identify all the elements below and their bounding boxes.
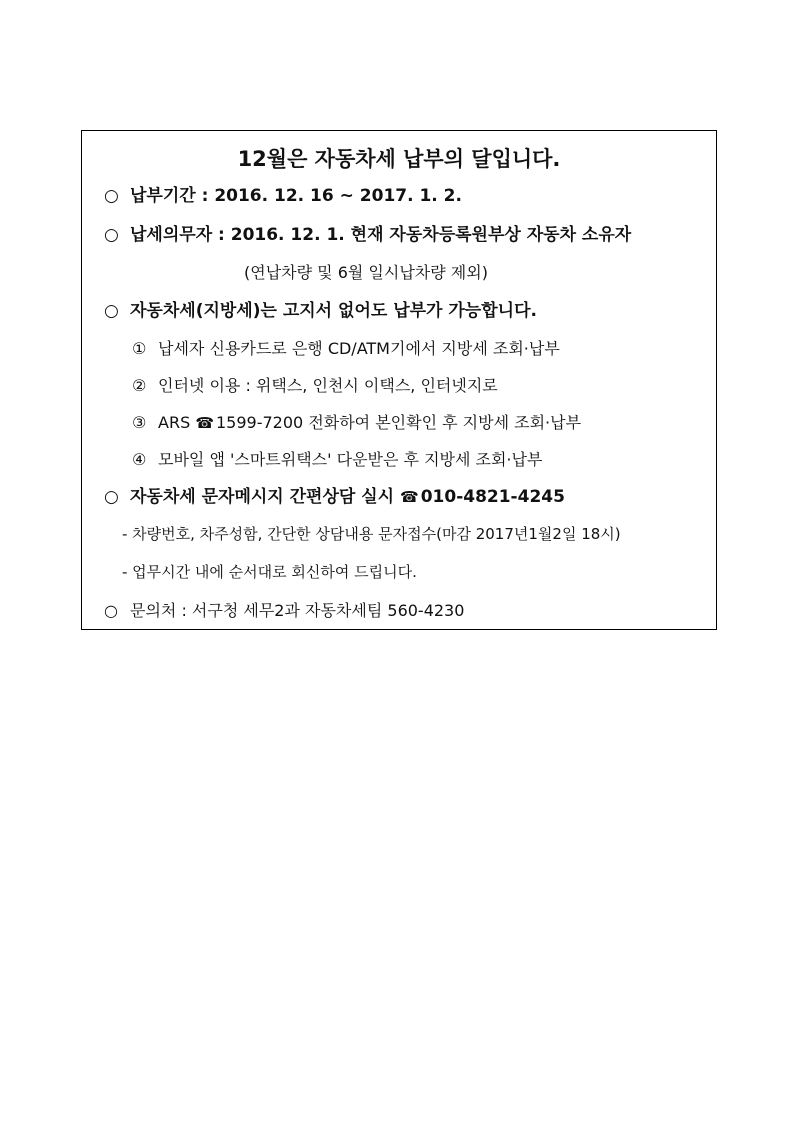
no-notice-payment-text: 자동차세(지방세)는 고지서 없어도 납부가 가능합니다. xyxy=(130,301,537,321)
phone-icon: ☎ xyxy=(195,414,214,432)
bullet-circle: ○ xyxy=(104,225,119,245)
contact-info-text: 문의처 : 서구청 세무2과 자동차세팀 560-4230 xyxy=(130,601,465,620)
tax-obligor xyxy=(104,227,631,244)
no-notice-payment xyxy=(104,303,537,320)
notice-box xyxy=(81,130,717,630)
tax-obligor-note: (연납차량 및 6월 일시납차량 제외) xyxy=(244,263,488,282)
item-number: ① xyxy=(132,339,147,358)
tax-obligor-text: 납세의무자 : 2016. 12. 1. 현재 자동차등록원부상 자동차 소유자 xyxy=(130,225,632,245)
payment-method-text: 전화하여 본인확인 후 지방세 조회·납부 xyxy=(308,413,582,432)
sms-consultation xyxy=(104,489,565,506)
ars-phone-number: 1599-7200 xyxy=(216,413,304,432)
page-title: 12월은 자동차세 납부의 달입니다. xyxy=(237,147,561,171)
sms-consultation-text: 자동차세 문자메시지 간편상담 실시 xyxy=(130,487,395,507)
sms-detail-1: - 차량번호, 차주성함, 간단한 상담내용 문자접수(마감 2017년1월2일 18시) xyxy=(122,525,621,543)
bullet-circle: ○ xyxy=(104,301,119,321)
contact-info xyxy=(104,603,464,619)
item-number: ② xyxy=(132,376,147,395)
payment-method-text: 납세자 신용카드로 은행 CD/ATM기에서 지방세 조회·납부 xyxy=(158,339,560,358)
payment-period xyxy=(104,188,462,205)
bullet-circle: ○ xyxy=(104,487,119,507)
phone-icon: ☎ xyxy=(400,488,419,506)
item-number: ③ xyxy=(132,413,147,432)
payment-method-4 xyxy=(132,452,542,468)
payment-method-2 xyxy=(132,378,498,394)
bullet-circle: ○ xyxy=(104,186,119,206)
payment-method-3 xyxy=(132,415,581,431)
ars-label: ARS xyxy=(158,413,191,432)
sms-detail-2: - 업무시간 내에 순서대로 회신하여 드립니다. xyxy=(122,563,417,581)
sms-phone-number: 010-4821-4245 xyxy=(420,487,565,507)
payment-method-text: 모바일 앱 '스마트위택스' 다운받은 후 지방세 조회·납부 xyxy=(158,450,543,469)
item-number: ④ xyxy=(132,450,147,469)
bullet-circle: ○ xyxy=(104,601,118,620)
payment-period-text: 납부기간 : 2016. 12. 16 ~ 2017. 1. 2. xyxy=(130,186,462,206)
payment-method-text: 인터넷 이용 : 위택스, 인천시 이택스, 인터넷지로 xyxy=(158,376,498,395)
payment-method-1 xyxy=(132,341,560,357)
